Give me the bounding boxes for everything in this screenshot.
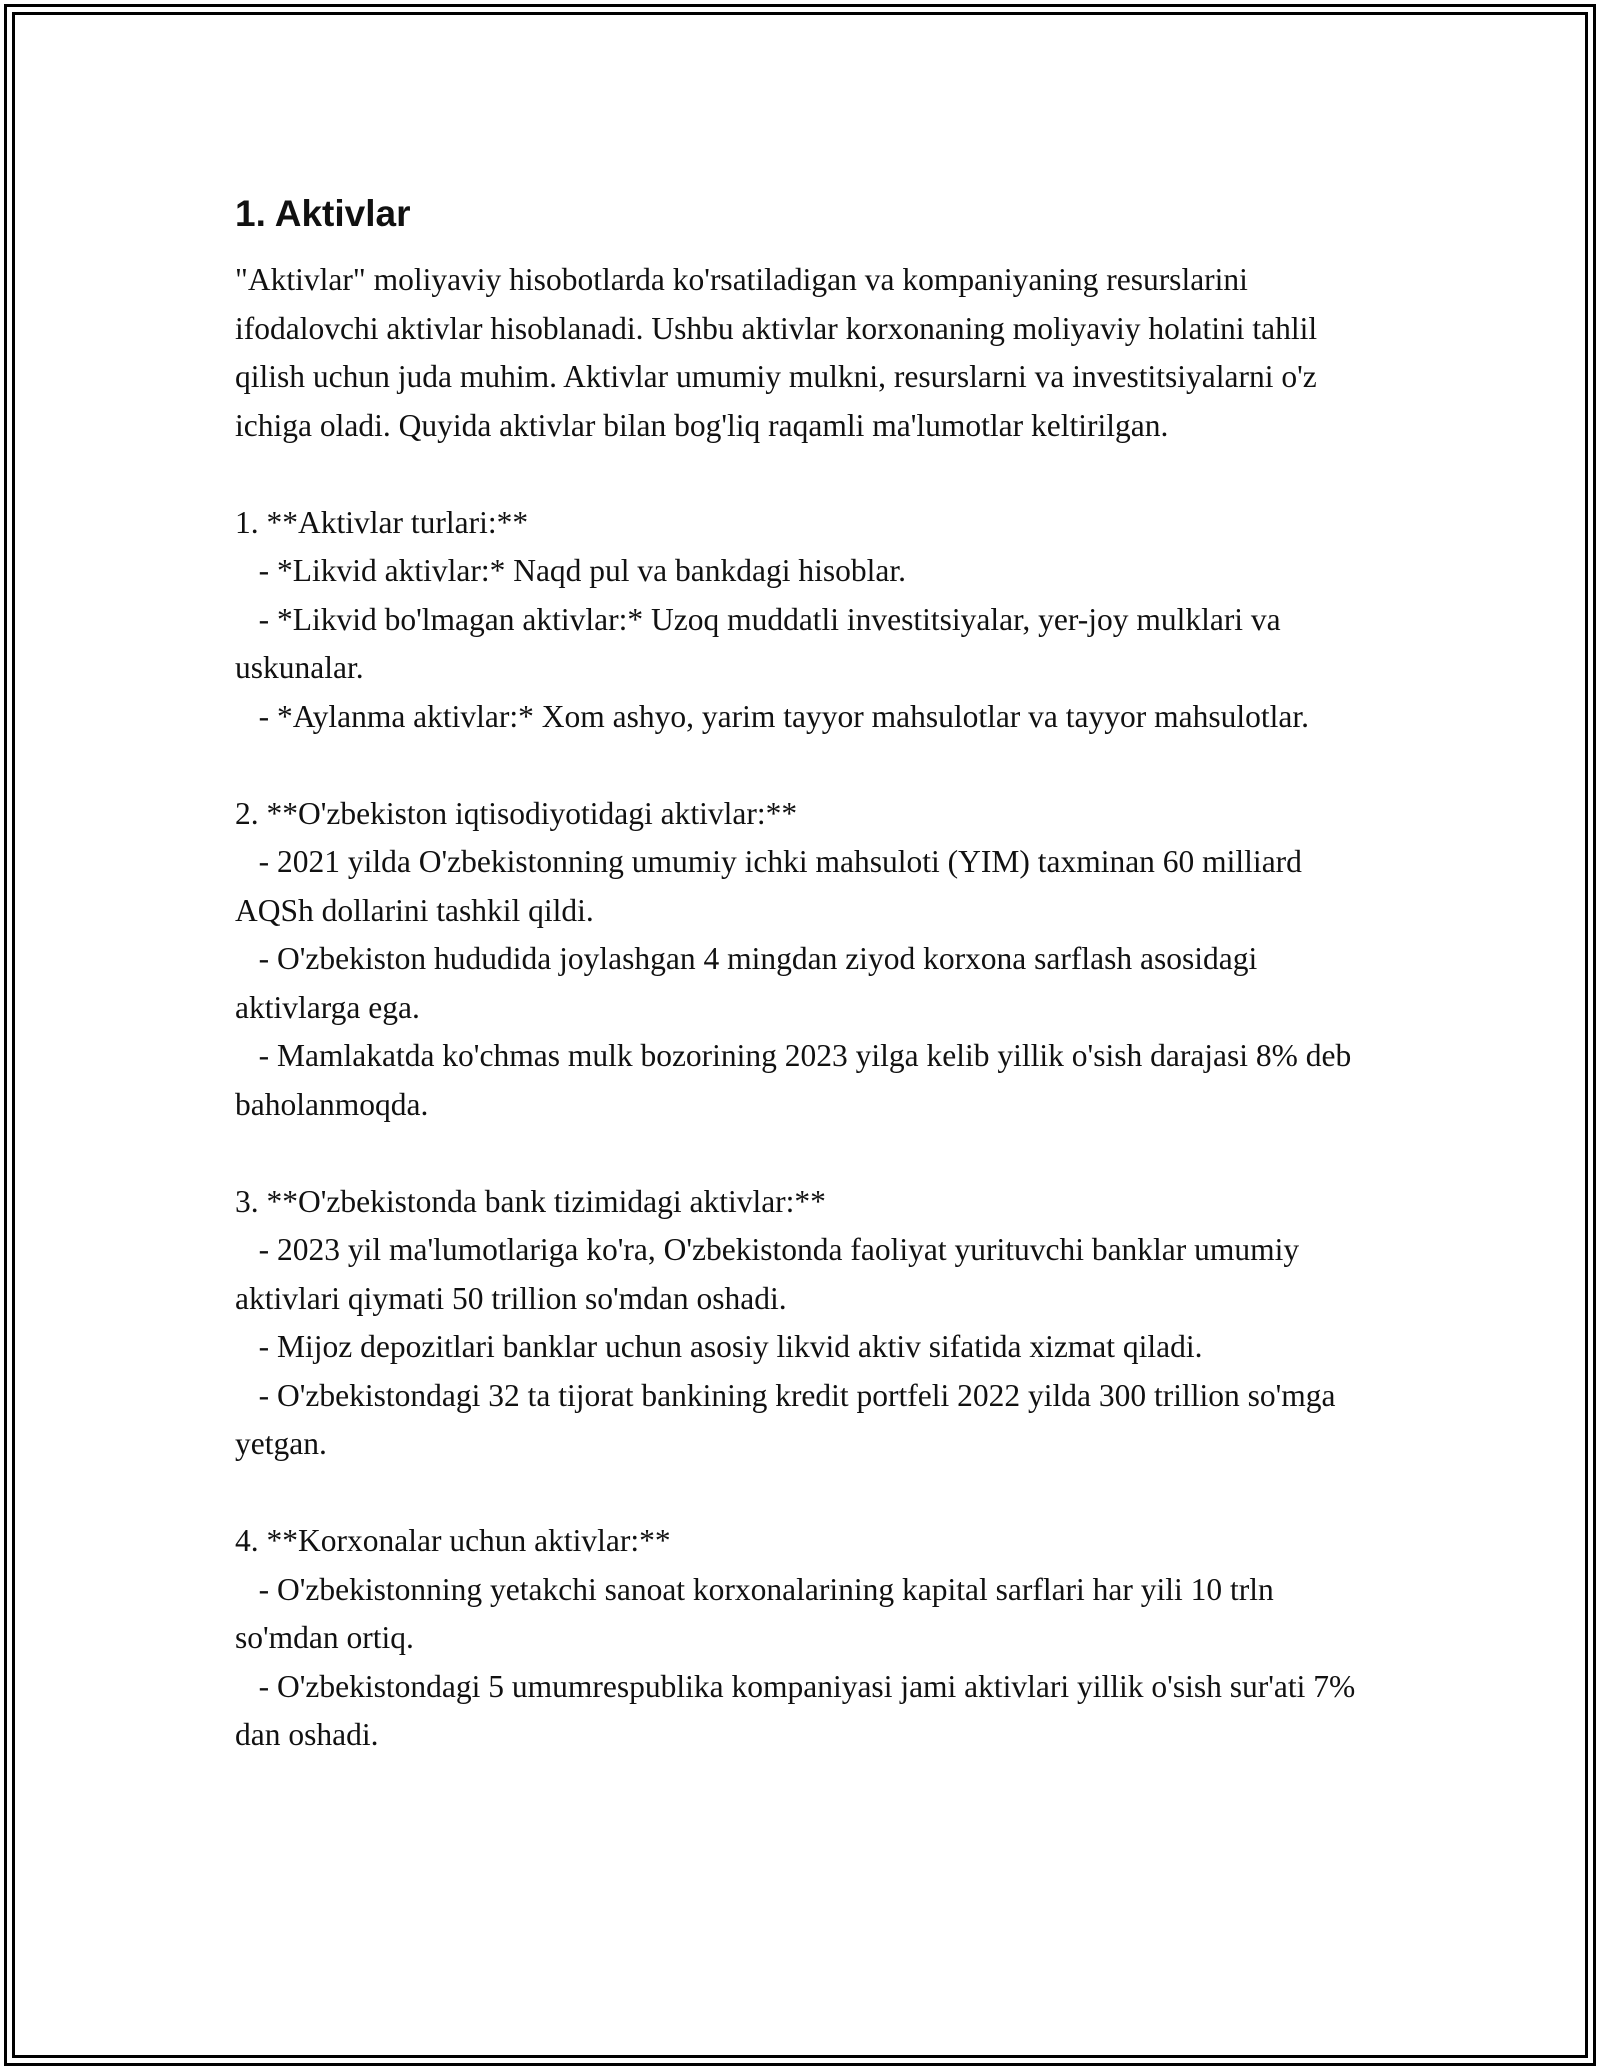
spacer — [235, 1129, 1385, 1178]
section-title: 2. **O'zbekiston iqtisodiyotidagi aktivlar:** — [235, 795, 798, 831]
section-title: 1. **Aktivlar turlari:** — [235, 504, 529, 540]
spacer — [235, 450, 1385, 499]
document-body — [235, 188, 1385, 1760]
section-heading: 1. Aktivlar — [235, 193, 411, 234]
list-item: - O'zbekistondagi 32 ta tijorat bankining kredit portfeli 2022 yilda 300 trillion so'mga yetgan. — [235, 1377, 1344, 1461]
section-title: 4. **Korxonalar uchun aktivlar:** — [235, 1523, 671, 1558]
list-item: - O'zbekistonning yetakchi sanoat korxonalarining kapital sarflari har yili 10 trln so'mdan ortiq. — [235, 1571, 1282, 1655]
list-item: - *Aylanma aktivlar:* Xom ashyo, yarim tayyor mahsulotlar va tayyor mahsulotlar. — [235, 698, 1309, 734]
spacer — [235, 1469, 1385, 1518]
section-economy-assets — [235, 790, 1385, 1130]
section-bank-assets — [235, 1178, 1385, 1469]
list-item: - O'zbekiston hududida joylashgan 4 mingdan ziyod korxona sarflash asosidagi aktivlarga ega. — [235, 941, 1266, 1025]
list-item: - 2021 yilda O'zbekistonning umumiy ichki mahsuloti (YIM) taxminan 60 milliard AQSh dollarini tashkil qildi. — [235, 844, 1309, 928]
list-item: - *Likvid bo'lmagan aktivlar:* Uzoq muddatli investitsiyalar, yer-joy mulklari va uskunalar. — [235, 601, 1289, 685]
list-item: - Mijoz depozitlari banklar uchun asosiy likvid aktiv sifatida xizmat qiladi. — [235, 1329, 1203, 1364]
spacer — [235, 741, 1385, 790]
section-title: 3. **O'zbekistonda bank tizimidagi aktivlar:** — [235, 1183, 826, 1219]
list-item: - Mamlakatda ko'chmas mulk bozorining 2023 yilga kelib yillik o'sish darajasi 8% deb baholanmoqda. — [235, 1038, 1360, 1122]
list-item: - O'zbekistondagi 5 umumrespublika kompaniyasi jami aktivlari yillik o'sish sur'ati 7% dan oshadi. — [235, 1668, 1364, 1752]
section-enterprise-assets — [235, 1517, 1385, 1760]
list-item: - *Likvid aktivlar:* Naqd pul va bankdagi hisoblar. — [235, 553, 906, 588]
list-item: - 2023 yil ma'lumotlariga ko'ra, O'zbekistonda faoliyat yurituvchi banklar umumiy aktivlari qiymati 50 trillion so'mdan oshadi. — [235, 1232, 1308, 1316]
section-asset-types — [235, 499, 1385, 742]
intro-paragraph: "Aktivlar" moliyaviy hisobotlarda ko'rsatiladigan va kompaniyaning resurslarini ifodalovchi aktivlar hisoblanadi. Ushbu aktivlar korxonaning moliyaviy holatini tahlil qilish uchun juda muhim. Aktivlar umumiy mulkni, resurslarni va investitsiyalarni o'z ichiga oladi. Quyida aktivlar bilan bog'liq raqamli ma'lumotlar keltirilgan. — [235, 262, 1318, 443]
